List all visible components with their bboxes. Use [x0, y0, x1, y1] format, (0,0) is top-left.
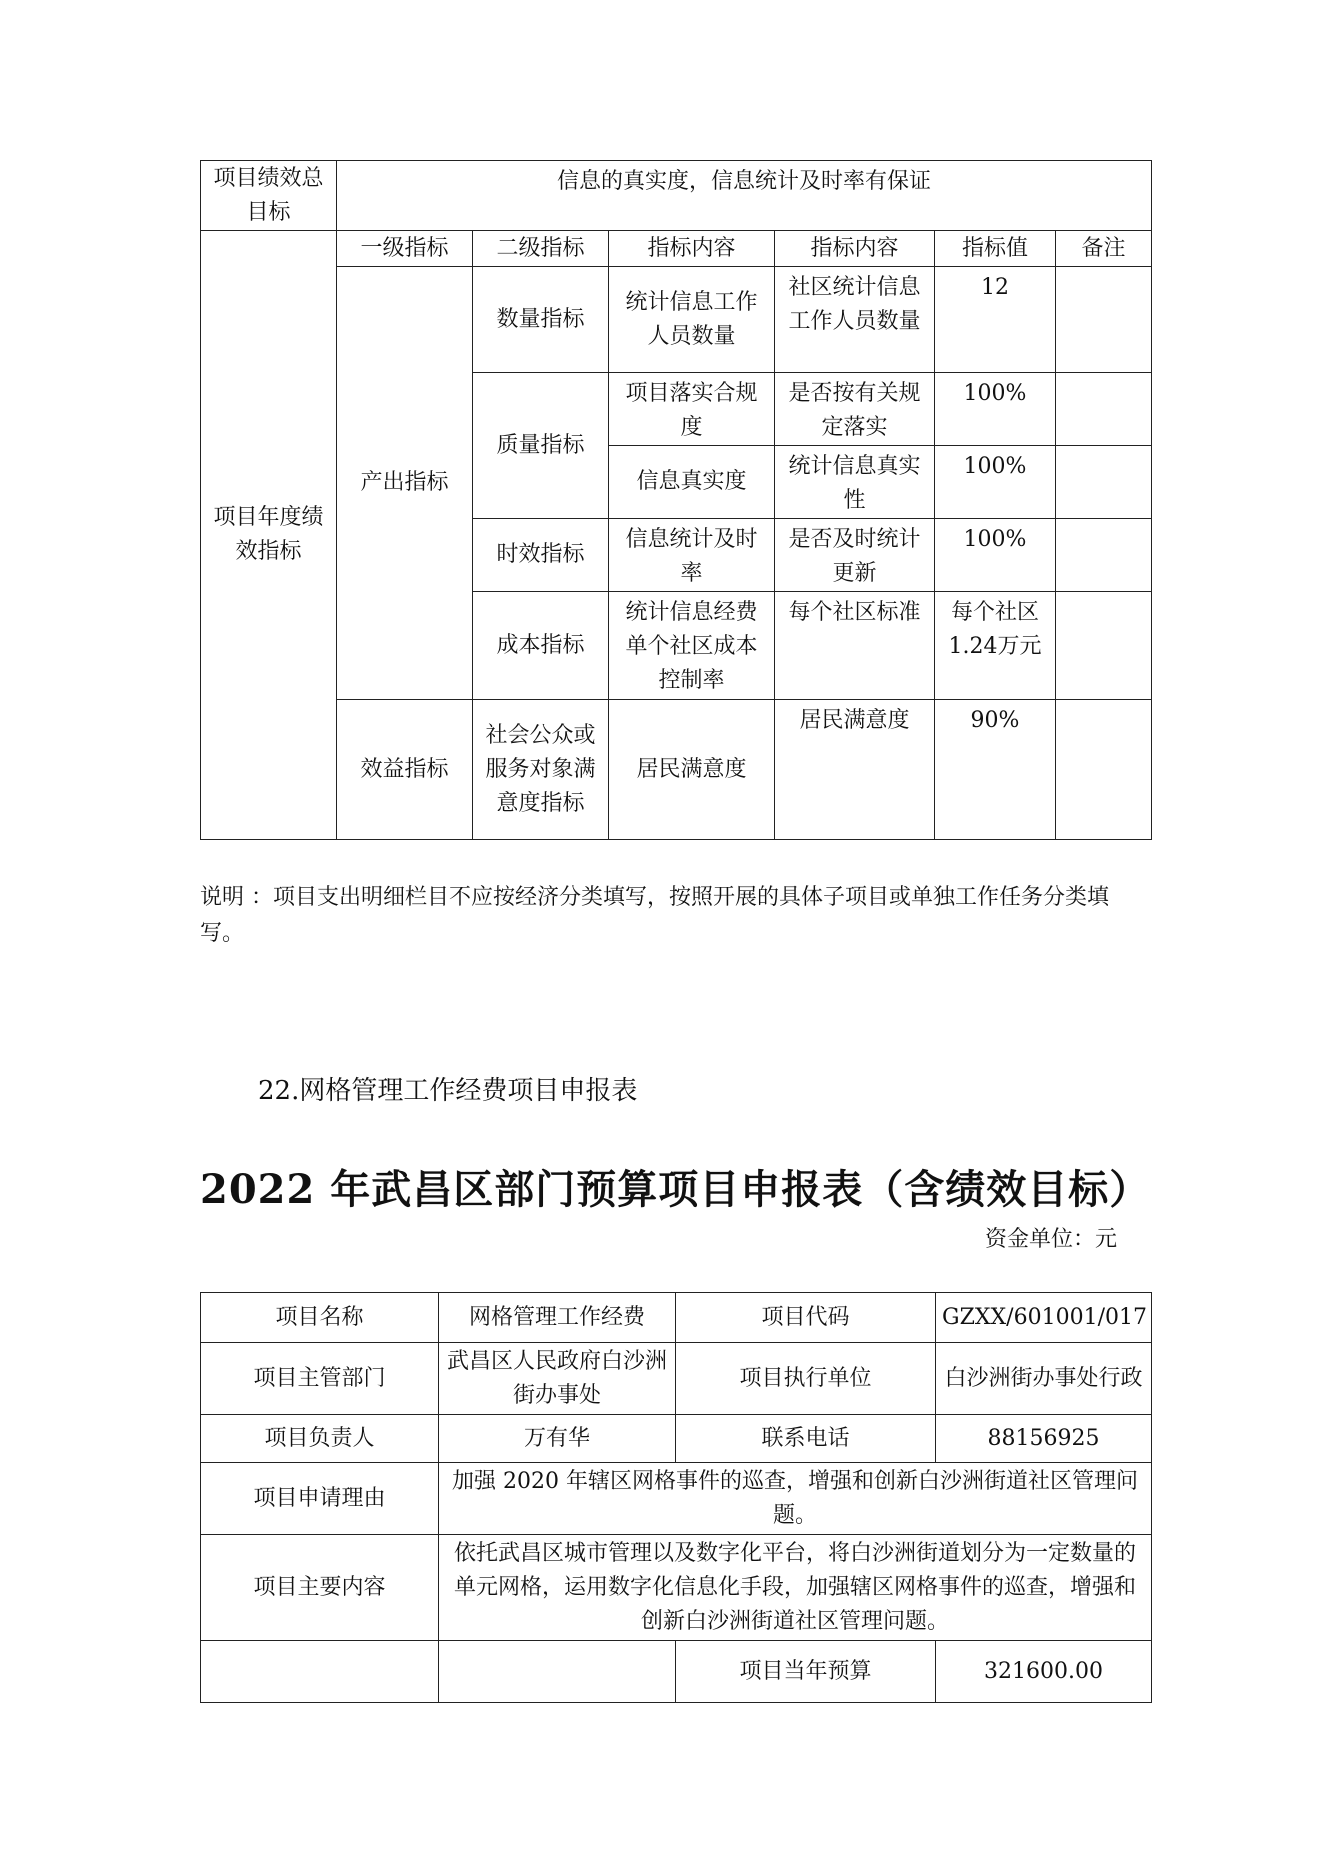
content1-cell: 统计信息工作人员数量: [609, 267, 775, 373]
project-code-value: GZXX/601001/017: [936, 1293, 1152, 1343]
phone-label: 联系电话: [676, 1415, 936, 1463]
value-cell: 100%: [935, 519, 1056, 592]
note-cell: [1056, 700, 1152, 840]
note-cell: [1056, 446, 1152, 519]
budget-label: 项目当年预算: [676, 1641, 936, 1703]
level2-timeliness: 时效指标: [473, 519, 609, 592]
content1-cell: 统计信息经费单个社区成本控制率: [609, 592, 775, 700]
phone-value: 88156925: [936, 1415, 1152, 1463]
unit-label: 资金单位：元: [985, 1227, 1118, 1252]
note-cell: [1056, 519, 1152, 592]
level1-output: 产出指标: [337, 267, 473, 700]
empty-cell: [439, 1641, 676, 1703]
project-name-value: 网格管理工作经费: [439, 1293, 676, 1343]
exec-label: 项目执行单位: [676, 1343, 936, 1415]
reason-label: 项目申请理由: [201, 1463, 439, 1535]
content2-cell: 居民满意度: [775, 700, 935, 840]
note-cell: [1056, 373, 1152, 446]
project-table: [200, 1292, 1152, 1703]
note-cell: [1056, 592, 1152, 700]
level2-quality: 质量指标: [473, 373, 609, 519]
budget-value: 321600.00: [936, 1641, 1152, 1703]
header-level2: 二级指标: [473, 231, 609, 267]
note-cell: [1056, 267, 1152, 373]
content1-cell: 居民满意度: [609, 700, 775, 840]
header-note: 备注: [1056, 231, 1152, 267]
content1-cell: 信息统计及时率: [609, 519, 775, 592]
owner-value: 万有华: [439, 1415, 676, 1463]
empty-cell: [201, 1641, 439, 1703]
header-content2: 指标内容: [775, 231, 935, 267]
content2-cell: 每个社区标准: [775, 592, 935, 700]
value-cell: 100%: [935, 446, 1056, 519]
reason-value: 加强 2020 年辖区网格事件的巡查，增强和创新白沙洲街道社区管理问题。: [439, 1463, 1152, 1535]
overall-goal-text: 信息的真实度，信息统计及时率有保证: [337, 161, 1152, 231]
content2-cell: 是否及时统计更新: [775, 519, 935, 592]
content1-cell: 信息真实度: [609, 446, 775, 519]
owner-label: 项目负责人: [201, 1415, 439, 1463]
header-value: 指标值: [935, 231, 1056, 267]
section-heading: 22.网格管理工作经费项目申报表: [258, 1076, 638, 1106]
overall-goal-label: 项目绩效总目标: [201, 161, 337, 231]
content-value: 依托武昌区城市管理以及数字化平台，将白沙洲街道划分为一定数量的单元网格，运用数字化信息化手段，加强辖区网格事件的巡查，增强和创新白沙洲街道社区管理问题。: [439, 1535, 1152, 1641]
value-cell: 12: [935, 267, 1056, 373]
level1-benefit: 效益指标: [337, 700, 473, 840]
dept-label: 项目主管部门: [201, 1343, 439, 1415]
level2-satisfaction: 社会公众或服务对象满意度指标: [473, 700, 609, 840]
exec-value: 白沙洲街办事处行政: [936, 1343, 1152, 1415]
performance-table: [200, 160, 1152, 840]
level2-cost: 成本指标: [473, 592, 609, 700]
header-level1: 一级指标: [337, 231, 473, 267]
content2-cell: 是否按有关规定落实: [775, 373, 935, 446]
explanation-note: 说明 ：项目支出明细栏目不应按经济分类填写，按照开展的具体子项目或单独工作任务分类填写。: [200, 885, 1109, 946]
level2-quantity: 数量指标: [473, 267, 609, 373]
content2-cell: 社区统计信息工作人员数量: [775, 267, 935, 373]
annual-indicator-label: 项目年度绩效指标: [201, 231, 337, 840]
value-cell: 100%: [935, 373, 1056, 446]
value-cell: 90%: [935, 700, 1056, 840]
project-code-label: 项目代码: [676, 1293, 936, 1343]
content1-cell: 项目落实合规度: [609, 373, 775, 446]
value-cell: 每个社区1.24万元: [935, 592, 1056, 700]
dept-value: 武昌区人民政府白沙洲街办事处: [439, 1343, 676, 1415]
project-name-label: 项目名称: [201, 1293, 439, 1343]
content-label: 项目主要内容: [201, 1535, 439, 1641]
header-content1: 指标内容: [609, 231, 775, 267]
content2-cell: 统计信息真实性: [775, 446, 935, 519]
form-title: 2022 年武昌区部门预算项目申报表（含绩效目标）: [200, 1166, 1151, 1213]
